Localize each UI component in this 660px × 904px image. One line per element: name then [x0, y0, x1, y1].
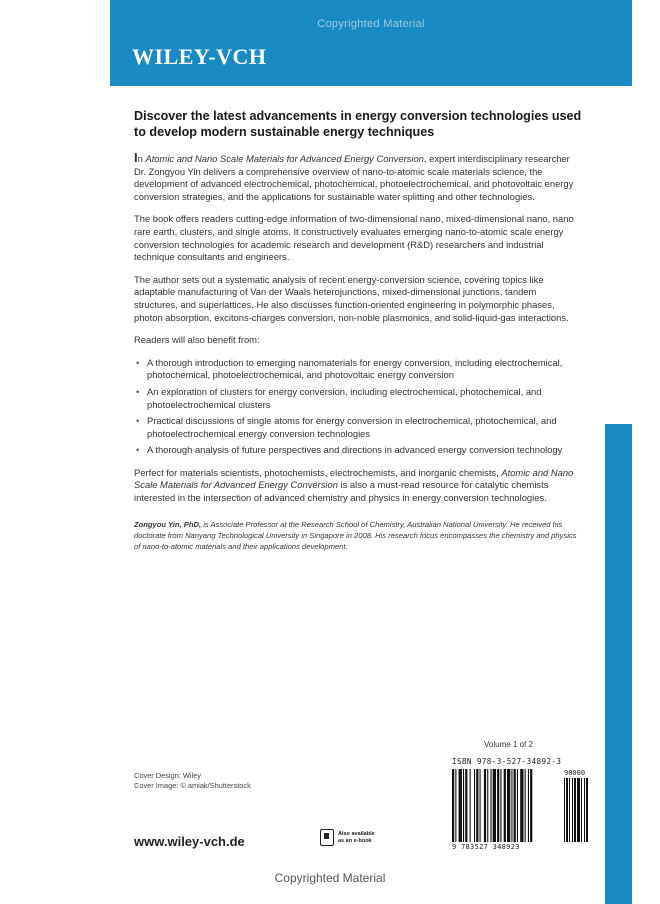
volume-label: Volume 1 of 2	[484, 740, 533, 749]
closing-lead: Perfect for materials scientists, photochemists, electrochemists, and inorganic chemists,	[134, 466, 502, 478]
top-watermark: Copyrighted Material	[317, 18, 425, 30]
bullet-icon: •	[136, 415, 140, 427]
isbn-label: ISBN 978-3-527-34892-3	[452, 757, 562, 766]
closing-paragraph	[134, 467, 582, 505]
list-item-text: Practical discussions of single atoms for energy conversion in electrochemical, photochemical, and photoelectrochemical energy conversion technologies	[147, 415, 557, 439]
author-bio	[134, 519, 582, 552]
cover-design-credit: Cover Design: Wiley	[134, 771, 201, 780]
author-name: Zongyou Yin, PhD,	[134, 519, 202, 529]
barcode-addon: 90000	[564, 769, 586, 777]
list-item	[134, 357, 582, 382]
barcode-number: 9 783527 348923	[452, 843, 520, 851]
ebook-icon	[320, 829, 334, 846]
list-item-text: A thorough introduction to emerging nanomaterials for energy conversion, including electrochemical, photochemical, photoelectrochemical, and photovoltaic energy conversion	[147, 356, 563, 381]
side-color-strip	[605, 424, 632, 904]
barcode-icon	[452, 769, 593, 842]
list-item-text: A thorough analysis of future perspectives and directions in advanced energy conversion technology	[147, 444, 563, 456]
bullet-icon: •	[136, 444, 140, 456]
paragraph-3: The author sets out a systematic analysis of recent energy-conversion science, covering topics like adaptable manufacturing of Van der Waals heterojunctions, mixed-dimensional junctions, tandem structures, and superlattices. He also discusses function-oriented engineering in polymorphic phases, photon absorption, excitons-charges conversion, non-noble plasmonics, and solid-liquid-gas interactions.	[134, 273, 569, 323]
list-item-text: An exploration of clusters for energy conversion, including electrochemical, photochemical, and photoelectrochemical clusters	[147, 385, 542, 410]
barcode-digits	[452, 843, 520, 851]
bottom-watermark: Copyrighted Material	[274, 871, 386, 885]
publisher-logo: WILEY-VCH	[132, 44, 267, 69]
closing-book-title: Atomic and Nano Scale Materials for Advanced Energy Conversion	[134, 466, 574, 491]
header-band	[110, 0, 632, 86]
paragraph-2: The book offers readers cutting-edge information of two-dimensional nano, mixed-dimensional nano, nano rare earth, clusters, and single atoms. It constructively evaluates emerging nano-to-atomic scale energy conversion technologies for academic research and development (R&D) researchers and industrial technique consultants and engineers.	[134, 213, 574, 263]
bullet-icon: •	[136, 385, 140, 397]
dropcap: I	[134, 150, 138, 165]
ebook-badge	[320, 829, 376, 846]
list-item	[134, 386, 582, 411]
benefits-intro: Readers will also benefit from:	[134, 334, 260, 346]
bullet-icon: •	[136, 356, 140, 368]
list-item	[134, 415, 582, 440]
intro-paragraph	[134, 152, 582, 203]
cover-image-credit: Cover Image: © amiak/Shutterstock	[134, 781, 251, 790]
headline: Discover the latest advancements in energy conversion technologies used to develop modern sustainable energy techniques	[134, 109, 582, 139]
intro-lead: n	[137, 153, 146, 164]
intro-rest: , expert interdisciplinary researcher Dr. Zongyou Yin delivers a comprehensive overview of nano-to-atomic scale materials science, the development of advanced electrochemical, photochemical, photoelectrochemical, and photovoltaic energy conversion strategies, and the applications for sustainable water splitting and other technologies.	[134, 153, 574, 202]
intro-book-title: Atomic and Nano Scale Materials for Advanced Energy Conversion	[145, 153, 424, 164]
author-bio-text: is Associate Professor at the Research School of Chemistry, Australian National University. He received his doctorate from Nanyang Technological University in Singapore in 2008. His research focus encompasses the chemistry and physics of nano-to-atomic materials and their applications development.	[134, 519, 577, 551]
benefits-list	[134, 357, 582, 457]
list-item	[134, 444, 582, 457]
ebook-badge-text: Also available as an e-book	[338, 831, 375, 844]
publisher-website: www.wiley-vch.de	[134, 834, 245, 849]
blurb-content	[134, 108, 582, 552]
closing-rest: is also a must-read resource for catalytic chemists interested in the intersection of advanced chemistry and physics in energy conversion technologies.	[134, 479, 549, 504]
